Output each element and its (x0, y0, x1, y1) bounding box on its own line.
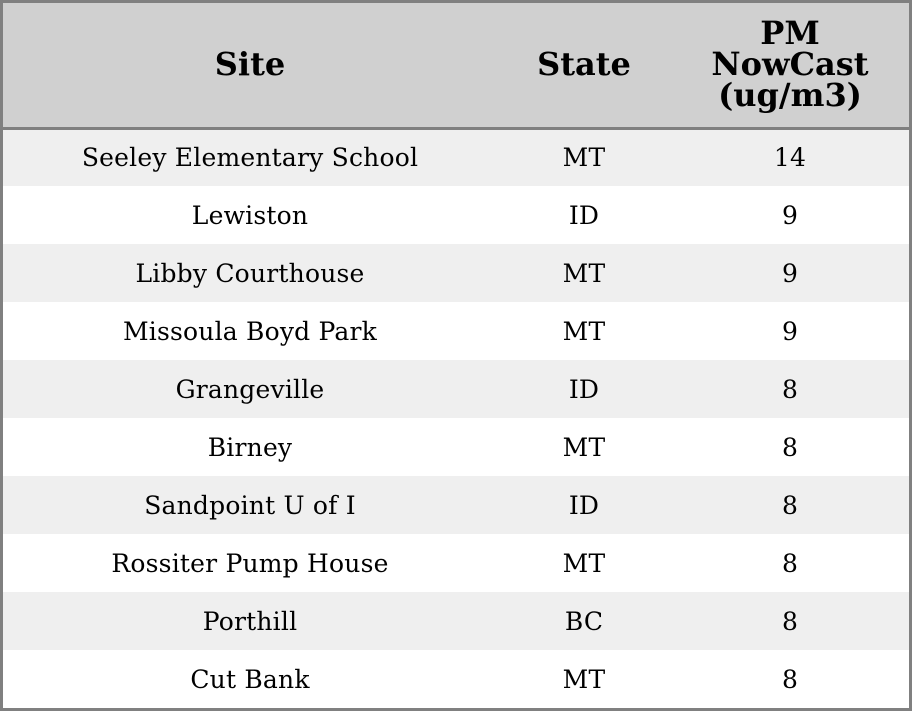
header-pm-line-2: NowCast (711, 45, 869, 84)
table-body (3, 128, 909, 708)
table-header (3, 3, 909, 128)
cell-pm: 9 (781, 200, 799, 230)
cell-state: ID (568, 374, 600, 404)
cell-pm: 8 (781, 432, 799, 462)
table-row (3, 476, 909, 534)
cell-pm: 9 (781, 258, 799, 288)
header-state: State (497, 3, 671, 128)
table-row (3, 534, 909, 592)
cell-pm: 8 (781, 664, 799, 694)
cell-pm: 8 (781, 490, 799, 520)
cell-pm: 8 (781, 374, 799, 404)
cell-state: BC (564, 606, 604, 636)
table-row (3, 360, 909, 418)
cell-state: MT (562, 432, 606, 462)
header-pm-nowcast (671, 3, 909, 128)
cell-site: Lewiston (191, 200, 309, 230)
table-row (3, 302, 909, 360)
cell-state: MT (562, 664, 606, 694)
cell-state: MT (562, 548, 606, 578)
header-pm-line-3: (ug/m3) (718, 76, 862, 115)
cell-site: Rossiter Pump House (111, 548, 389, 578)
cell-state: ID (568, 490, 600, 520)
cell-pm: 9 (781, 316, 799, 346)
cell-site: Seeley Elementary School (81, 143, 419, 173)
header-row (3, 3, 909, 128)
cell-pm: 14 (773, 143, 807, 173)
header-pm-line-1: PM (760, 14, 820, 53)
pm-nowcast-table (3, 3, 909, 708)
table-row (3, 244, 909, 302)
cell-site: Cut Bank (190, 664, 310, 694)
cell-site: Sandpoint U of I (144, 490, 356, 520)
table-row (3, 186, 909, 244)
table-row (3, 418, 909, 476)
cell-pm: 8 (781, 606, 799, 636)
cell-state: MT (562, 258, 606, 288)
cell-site: Libby Courthouse (135, 258, 365, 288)
header-site: Site (3, 3, 497, 128)
cell-site: Porthill (202, 606, 298, 636)
table-row (3, 592, 909, 650)
cell-site: Birney (207, 432, 293, 462)
table-row (3, 128, 909, 186)
cell-state: ID (568, 200, 600, 230)
cell-pm: 8 (781, 548, 799, 578)
table-row (3, 650, 909, 708)
cell-site: Grangeville (175, 374, 325, 404)
cell-state: MT (562, 143, 606, 173)
cell-site: Missoula Boyd Park (122, 316, 378, 346)
cell-state: MT (562, 316, 606, 346)
